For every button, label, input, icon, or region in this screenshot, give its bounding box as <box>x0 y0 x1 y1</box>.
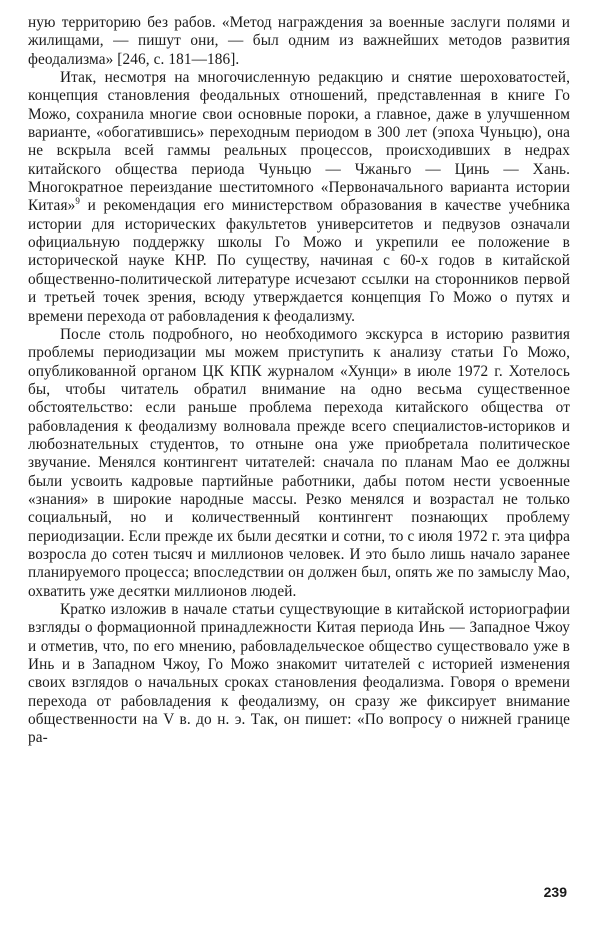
footnote-marker: 9 <box>75 196 80 207</box>
paragraph-2 <box>28 69 570 326</box>
paragraph-4: Кратко изложив в начале статьи существующие в китайской историографии взгляды о формационной принадлежности Китая периода Инь — Западное Чжоу и отметив, что, по его мнению, рабовладельческое общество существовало уже в Инь и в Западном Чжоу, Го Можо знакомит читателей с историей изменения своих взглядов о начальных сроках становления феодализма. Говоря о времени перехода от рабовладения к феодализму, он сразу же фиксирует внимание общественности на V в. до н. э. Так, он пишет: «По вопросу о нижней границе ра- <box>28 601 570 747</box>
page-body <box>28 14 570 748</box>
page-number: 239 <box>543 884 567 900</box>
paragraph-1: ную территорию без рабов. «Метод награждения за военные заслуги полями и жилищами, — пишут они, — был одним из важнейших методов развития феодализма» [246, с. 181—186]. <box>28 14 570 68</box>
paragraph-3: После столь подробного, но необходимого экскурса в историю развития проблемы периодизации мы можем приступить к анализу статьи Го Можо, опубликованной органом ЦК КПК журналом «Хунци» в июле 1972 г. Хотелось бы, чтобы читатель обратил внимание на одно весьма существенное обстоятельство: если раньше проблема перехода китайского общества от рабовладения к феодализму волновала прежде всего специалистов-историков и любознательных студентов, то отныне она уже приобретала политическое звучание. Менялся контингент читателей: сначала по планам Мао ее должны были усвоить кадровые партийные работники, дабы потом нести усвоенные «знания» в широкие народные массы. Резко менялся и возрастал не только социальный, но и количественный контингент познающих проблему периодизации. Если прежде их были десятки и сотни, то с июля 1972 г. эта цифра возросла до сотен тысяч и миллионов человек. И это было лишь начало заранее планируемого процесса; впоследствии он должен был, опять же по замыслу Мао, охватить уже десятки миллионов людей. <box>28 325 570 600</box>
paragraph-2-text: Итак, несмотря на многочисленную редакцию и снятие шероховатостей, концепция становления феодальных отношений, представленная в книге Го Можо, сохранила многие свои основные пороки, а главное, даже в улучшенном варианте, «обогатившись» переходным периодом в 300 лет (эпоха Чуньцю), она не вскрыла всей гаммы реальных процессов, происходивших в недрах китайского общества периода Чуньцю — Чжаньго — Цинь — Хань. Многократное переиздание шеститомного «Первоначального варианта истории Китая» <box>28 69 570 215</box>
paragraph-2-text-after: и рекомендация его министерством образования в качестве учебника истории для исторических факультетов университетов и педвузов означали официальную поддержку школы Го Можо и укрепили ее положение в исторической науке КНР. По существу, начиная с 60-х годов в китайской общественно-политической литературе исчезают ссылки на сторонников первой и третьей точек зрения, всюду утверждается концепция Го Можо о путях и времени перехода от рабовладения к феодализму. <box>28 197 570 325</box>
